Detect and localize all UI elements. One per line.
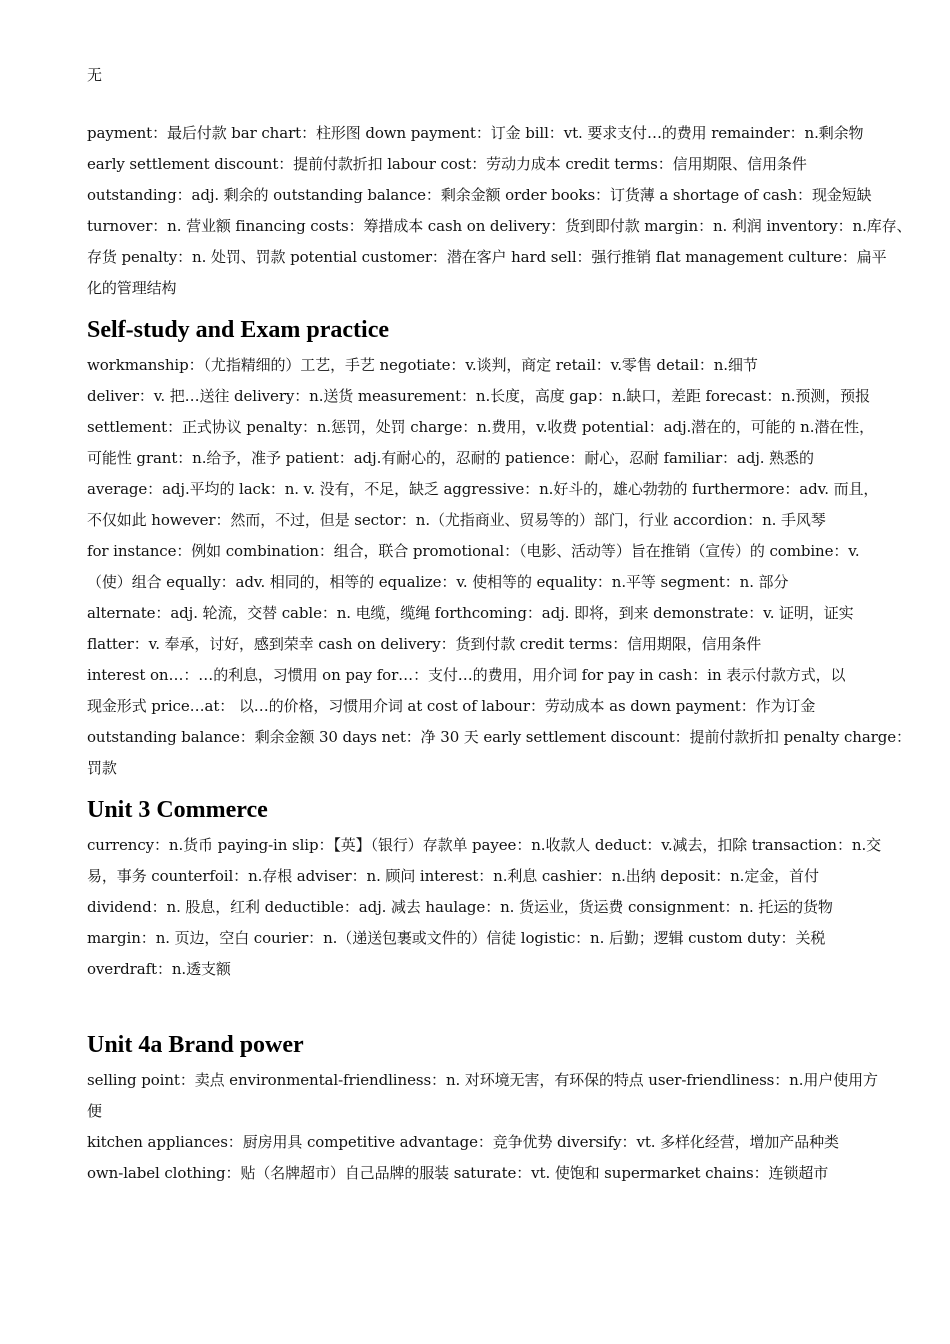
vocab-line: kitchen appliances：厨房用具 competitive advantage：竞争优势 diversify：vt. 多样化经营，增加产品种类 [87,1133,839,1151]
vocab-line: alternate：adj. 轮流，交替 cable：n. 电缆，缆绳 forthcoming：adj. 即将，到来 demonstrate：v. 证明，证实 [87,604,854,622]
vocab-line: payment：最后付款 bar chart：柱形图 down payment：订金 bill：vt. 要求支付…的费用 remainder：n.剩余物 [87,124,864,142]
vocab-line: overdraft：n.透支额 [87,960,231,978]
vocab-line: outstanding：adj. 剩余的 outstanding balance：剩余金额 order books：订货薄 a shortage of cash：现金短缺 [87,186,872,204]
vocab-line: currency：n.货币 paying-in slip：【英】（银行）存款单 payee：n.收款人 deduct：v.减去，扣除 transaction：n.交 [87,836,882,854]
vocab-block-unit-3 [87,830,882,985]
vocab-line: flatter：v. 奉承，讨好，感到荣幸 cash on delivery：货到付款 credit terms：信用期限，信用条件 [87,635,762,653]
vocab-line: own-label clothing：贴（名牌超市）自己品牌的服装 saturate：vt. 使饱和 supermarket chains：连锁超市 [87,1164,829,1182]
vocab-line: settlement：正式协议 penalty：n.惩罚，处罚 charge：n.费用，v.收费 potential：adj.潜在的，可能的 n.潜在性， [87,418,874,436]
vocab-line: for instance：例如 combination：组合，联合 promotional：（电影、活动等）旨在推销（宣传）的 combine：v. [87,542,860,560]
vocab-line: 便 [87,1102,102,1120]
vocab-line: 罚款 [87,759,117,777]
vocab-block-unit-4a [87,1065,877,1189]
vocab-line: dividend：n. 股息，红利 deductible：adj. 减去 haulage：n. 货运业，货运费 consignment：n. 托运的货物 [87,898,833,916]
vocab-line: outstanding balance：剩余金额 30 days net：净 30 天 early settlement discount：提前付款折扣 penalty charge： [87,728,911,746]
vocab-block-intro [87,118,912,304]
spacer [87,985,877,1019]
spacer [87,91,877,118]
vocab-line: （使）组合 equally：adv. 相同的，相等的 equalize：v. 使相等的 equality：n.平等 segment：n. 部分 [87,573,789,591]
vocab-line: deliver：v. 把…送往 delivery：n.送货 measurement：n.长度，高度 gap：n.缺口，差距 forecast：n.预测，预报 [87,387,870,405]
vocab-line: 现金形式 price…at： 以…的价格，习惯用介词 at cost of labour：劳动成本 as down payment：作为订金 [87,697,816,715]
vocab-block-self-study [87,350,911,784]
top-line: 无 [87,66,102,84]
section-heading-self-study: Self-study and Exam practice [87,317,389,343]
section-heading-unit-3: Unit 3 Commerce [87,797,268,823]
vocab-line: average：adj.平均的 lack：n. v. 没有，不足，缺乏 aggressive：n.好斗的，雄心勃勃的 furthermore：adv. 而且， [87,480,879,498]
vocab-line: 可能性 grant：n.给予，准予 patient：adj.有耐心的，忍耐的 patience：耐心，忍耐 familiar：adj. 熟悉的 [87,449,814,467]
vocab-line: 易，事务 counterfoil：n.存根 adviser：n. 顾问 interest：n.利息 cashier：n.出纳 deposit：n.定金，首付 [87,867,819,885]
vocab-line: 不仅如此 however：然而，不过，但是 sector：n.（尤指商业、贸易等的）部门，行业 accordion：n. 手风琴 [87,511,826,529]
vocab-line: interest on…：…的利息，习惯用 on pay for…：支付…的费用，用介词 for pay in cash：in 表示付款方式，以 [87,666,846,684]
vocab-line: early settlement discount：提前付款折扣 labour cost：劳动力成本 credit terms：信用期限、信用条件 [87,155,807,173]
vocab-line: margin：n. 页边，空白 courier：n.（递送包裹或文件的）信徒 logistic：n. 后勤；逻辑 custom duty：关税 [87,929,826,947]
vocab-line: 存货 penalty：n. 处罚、罚款 potential customer：潜在客户 hard sell：强行推销 flat management culture：扁平 [87,248,887,266]
vocab-line: turnover：n. 营业额 financing costs：筹措成本 cash on delivery：货到即付款 margin：n. 利润 inventory：n.库存、 [87,217,912,235]
vocab-line: workmanship：（尤指精细的）工艺，手艺 negotiate：v.谈判，商定 retail：v.零售 detail：n.细节 [87,356,758,374]
section-heading-unit-4a: Unit 4a Brand power [87,1032,304,1058]
vocab-line: selling point：卖点 environmental-friendliness：n. 对环境无害，有环保的特点 user-friendliness：n.用户使用方 [87,1071,878,1089]
vocab-line: 化的管理结构 [87,279,177,297]
document-page [87,60,912,1189]
